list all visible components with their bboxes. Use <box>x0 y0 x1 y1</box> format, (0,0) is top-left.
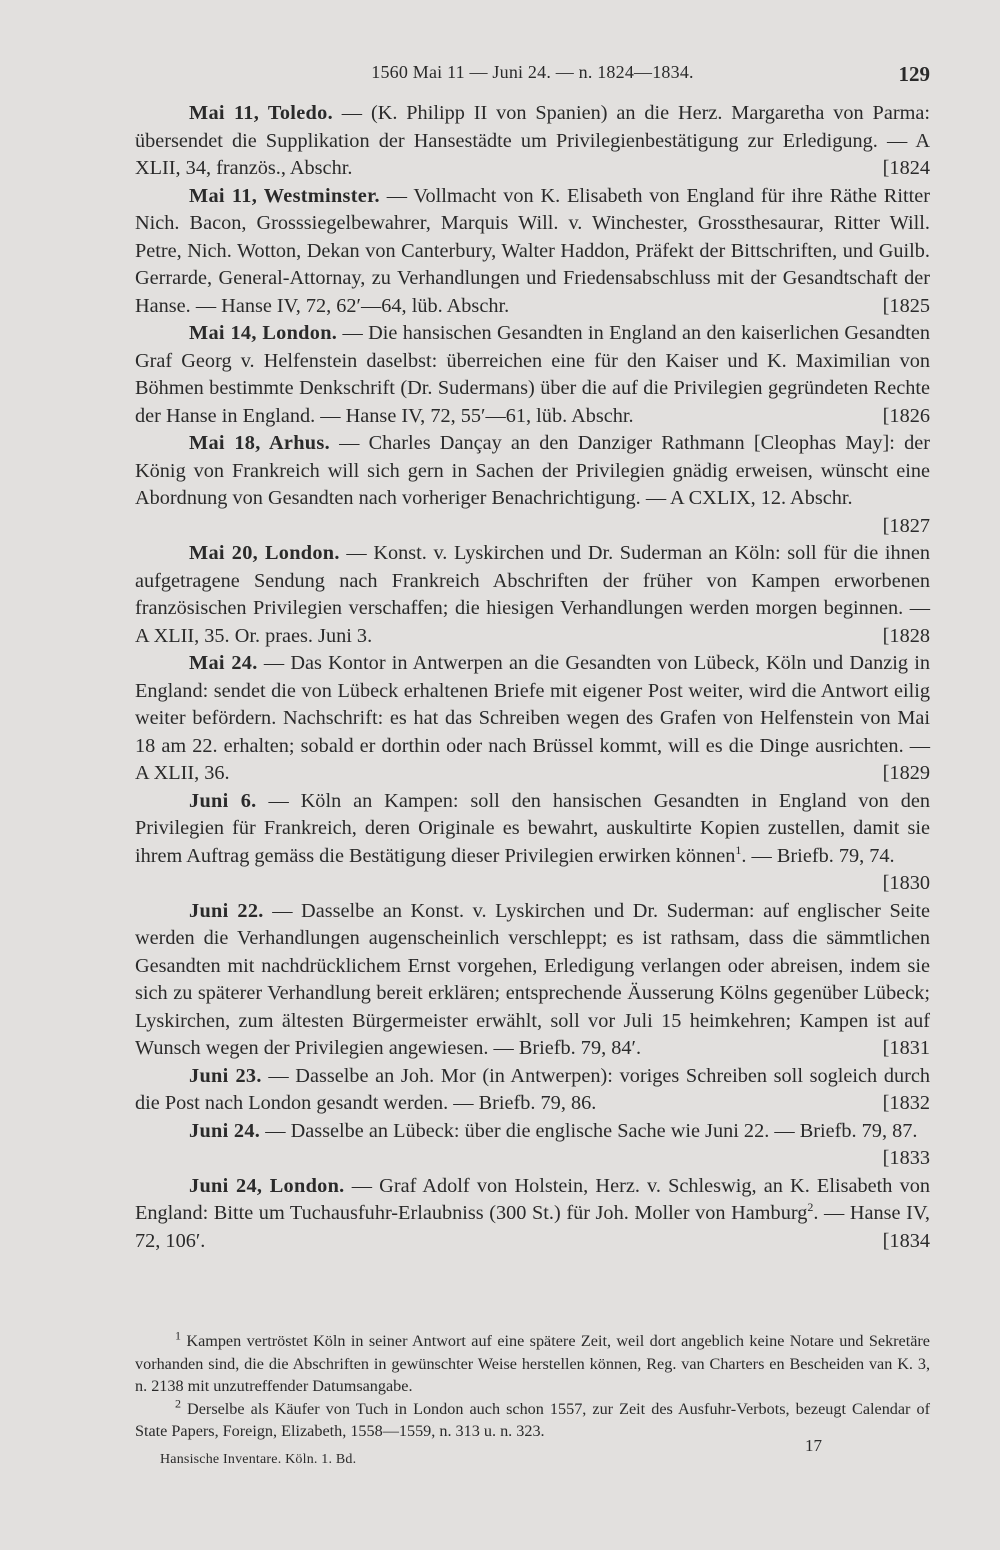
entry-head: Mai 18, Arhus. <box>189 432 330 454</box>
entry-number: [1830 <box>882 872 930 894</box>
register-entry <box>135 430 930 540</box>
entry-head: Juni 22. <box>189 899 264 922</box>
footnotes <box>135 1330 930 1443</box>
footnote-ref: 1 <box>735 842 742 857</box>
register-entry <box>135 1173 930 1256</box>
register-entry <box>135 540 930 650</box>
entry-head: Mai 14, London. <box>189 322 338 344</box>
entry-text: — Graf Adolf von Holstein, Herz. v. Schleswig, an K. Elisabeth von England: Bitte um Tuchausfuhr-Erlaubniss (300 St.) für Joh. Moller von Hamburg <box>135 1174 930 1224</box>
entry-head: Mai 20, London. <box>189 542 340 564</box>
entry-text: — Konst. v. Lyskirchen und Dr. Suderman an Köln: soll für die ihnen aufgetragene Sendung nach Frankreich Abschriften der früher von Kampen erworbenen französischen Privilegien verschaffen; die hiesigen Verhandlungen werden morgen beginnen. — A XLII, 35. Or. praes. Juni 3. <box>135 542 930 647</box>
register-entry <box>135 183 930 321</box>
footnote-mark: 2 <box>175 1396 181 1411</box>
entry-text: — Vollmacht von K. Elisabeth von England für ihre Räthe Ritter Nich. Bacon, Grosssiegelbewahrer, Marquis Will. v. Winchester, Grossthesaurar, Ritter Will. Petre, Nich. Wotton, Dekan von Canterbury, Walter Haddon, Präfekt der Bittschriften, und Guilb. Gerrarde, General-Attornay, zu Verhandlungen und Friedensabschluss mit der Gesandtschaft der Hanse. — Hanse IV, 72, 62′—64, lüb. Abschr. <box>135 184 930 317</box>
entry-number: [1831 <box>882 1037 930 1059</box>
footnote <box>135 1330 930 1398</box>
entry-text: — Köln an Kampen: soll den hansischen Gesandten in England von den Privilegien für Frankreich, deren Originale es bewahrt, auskultirte Kopien zustellen, damit sie ihrem Auftrag gemäss die Bestätigung dieser Privilegien erwirken können <box>135 789 931 867</box>
entry-text-continued: . — Hanse IV, 72, 106′. <box>135 1202 930 1252</box>
entry-head: Juni 6. <box>189 789 257 812</box>
entry-text: — Das Kontor in Antwerpen an die Gesandten von Lübeck, Köln und Danzig in England: sendet die von Lübeck erhaltenen Briefe mit eigener Post weiter, wird die Antwort eilig weiter befördern. Nachschrift: es hat das Schreiben wegen des Grafen von Helfenstein von Mai 18 am 22. erhalten; sobald er dorthin oder nach Brüssel kommt, will es die Dinge ausrichten. — A XLII, 36. <box>135 652 930 784</box>
entry-head: Mai 11, Westminster. <box>189 184 380 207</box>
entries-body <box>135 100 930 1255</box>
entry-text: — Charles Dançay an den Danziger Rathmann [Cleophas May]: der König von Frankreich will sich gern in Sachen der Privilegien gnädig erweisen, wünscht eine Abordnung von Gesandten nach vorheriger Benachrichtigung. — A CXLIX, 12. Abschr. <box>135 432 930 509</box>
entry-text-continued: . — Briefb. 79, 74. <box>741 844 895 867</box>
entry-text: — Dasselbe an Konst. v. Lyskirchen und Dr. Suderman: auf englischer Seite werden die Verhandlungen augenscheinlich verschleppt; es ist rathsam, dass die sämmtlichen Gesandten mit nachdrücklichem Ernst vorgehen, Erledigung verlangen oder abreisen, indem sie sich zu späterer Verhandlung bereit erklären; entsprechende Äusserung Kölns gegenüber Lübeck; Lyskirchen, zum ältesten Bürgermeister erwählt, soll vor Juli 15 heimkehren; Kampen ist auf Wunsch wegen der Privilegien angewiesen. — Briefb. 79, 84′. <box>135 899 931 1059</box>
entry-head: Juni 24. <box>189 1119 261 1142</box>
footnote-ref: 2 <box>807 1200 814 1215</box>
register-entry <box>135 898 930 1063</box>
entry-number: [1824 <box>882 157 930 179</box>
entry-text: — Die hansischen Gesandten in England an den kaiserlichen Gesandten Graf Georg v. Helfenstein daselbst: überreichen eine für den Kaiser und K. Maximilian von Böhmen bestimmte Denkschrift (Dr. Sudermans) über die auf die Privilegien gegründeten Rechte der Hanse in England. — Hanse IV, 72, 55′—61, lüb. Abschr. <box>135 322 930 427</box>
running-title: 1560 Mai 11 — Juni 24. — n. 1824—1834. <box>371 62 694 82</box>
entry-number: [1829 <box>882 762 930 784</box>
entry-text: — Dasselbe an Joh. Mor (in Antwerpen): voriges Schreiben soll sogleich durch die Post nach London gesandt werden. — Briefb. 79, 86. <box>135 1064 930 1114</box>
register-entry <box>135 788 930 898</box>
signature-line: Hansische Inventare. Köln. 1. Bd. <box>160 1452 357 1467</box>
entry-number: [1826 <box>882 404 930 427</box>
entry-number: [1834 <box>882 1229 930 1252</box>
sheet-number: 17 <box>805 1436 822 1455</box>
entry-number: [1833 <box>882 1147 930 1169</box>
page-number: 129 <box>898 62 930 86</box>
entry-head: Juni 23. <box>189 1064 262 1087</box>
register-entry <box>135 650 930 788</box>
entry-number: [1828 <box>882 624 930 647</box>
entry-number: [1827 <box>882 514 930 537</box>
entry-text: — Dasselbe an Lübeck: über die englische Sache wie Juni 22. — Briefb. 79, 87. <box>260 1119 918 1142</box>
entry-head: Juni 24, London. <box>189 1174 345 1197</box>
register-entry <box>135 1063 930 1118</box>
footnote-mark: 1 <box>175 1328 181 1343</box>
running-head <box>135 62 930 86</box>
register-entry <box>135 100 930 183</box>
entry-text: — (K. Philipp II von Spanien) an die Herz. Margaretha von Parma: übersendet die Supplikation der Hansestädte um Privilegienbestätigung zur Erledigung. — A XLII, 34, französ., Abschr. <box>135 102 930 179</box>
entry-number: [1832 <box>882 1092 930 1114</box>
entry-head: Mai 11, Toledo. <box>189 102 333 124</box>
footnote-text: Kampen vertröstet Köln in seiner Antwort auf eine spätere Zeit, weil dort angeblich keine Notare und Sekretäre vorhanden sind, die die Abschriften in gewünschter Weise herstellen können, Reg. van Charters en Bescheiden van K. 3, n. 2138 mit unzutreffender Datumsangabe. <box>135 1332 930 1395</box>
register-entry <box>135 1118 930 1173</box>
entry-head: Mai 24. <box>189 652 258 674</box>
entry-number: [1825 <box>882 294 930 317</box>
register-entry <box>135 320 930 430</box>
footnote-text: Derselbe als Käufer von Tuch in London auch schon 1557, zur Zeit des Ausfuhr-Verbots, bezeugt Calendar of State Papers, Foreign, Elizabeth, 1558—1559, n. 313 u. n. 323. <box>135 1399 930 1440</box>
